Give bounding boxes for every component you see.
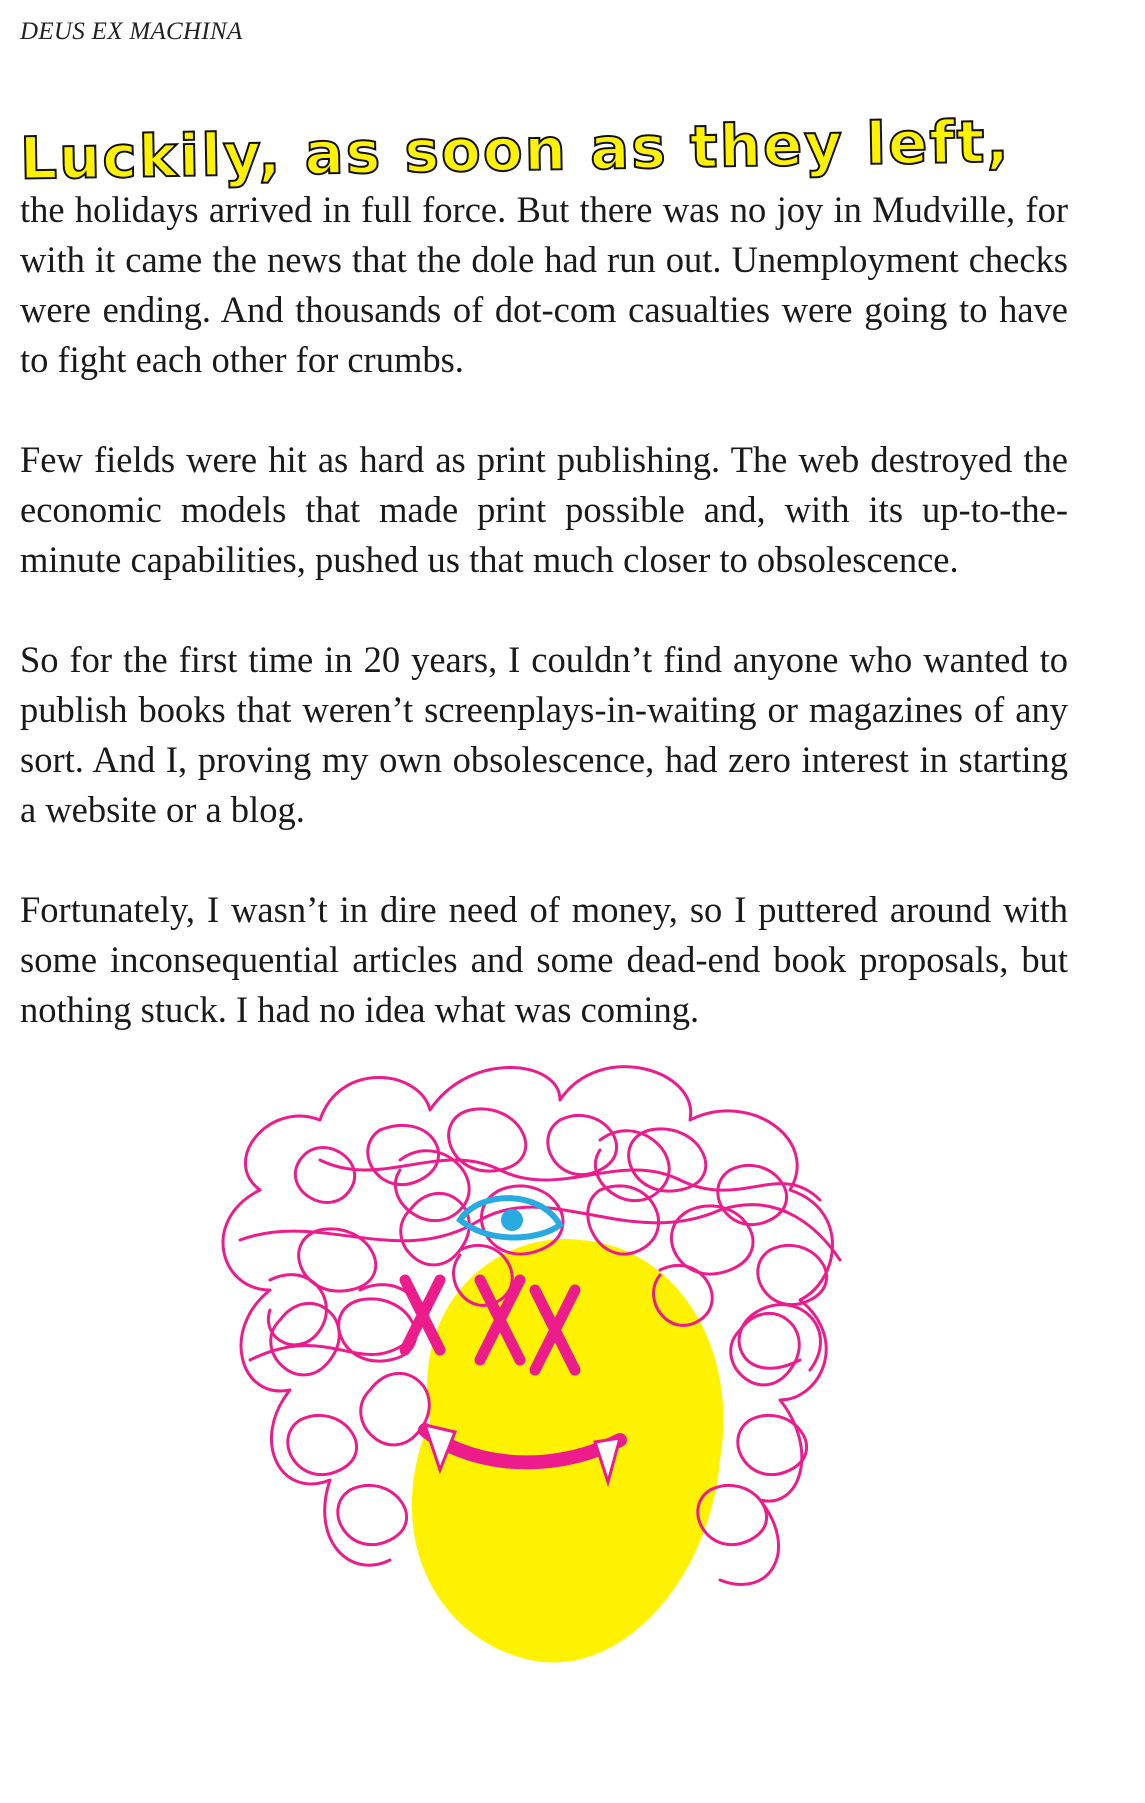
paragraph-4: Fortunately, I wasn’t in dire need of money, so I puttered around with some inconsequential articles and some dead-end book proposals, but nothing stuck. I had no idea what was coming. bbox=[20, 889, 1068, 1030]
paragraph-3: So for the first time in 20 years, I couldn’t find anyone who wanted to publish books that weren’t screenplays-in-waiting or magazines of any sort. And I, proving my own obsolescence, had zero interest in starting a website or a blog. bbox=[20, 639, 1068, 830]
cyclops-eye bbox=[460, 1198, 560, 1237]
handwritten-lead: Luckily, as soon as they left, bbox=[19, 107, 1011, 193]
paragraph-1-text: the holidays arrived in full force. But there was no joy in Mudville, for with it came the news that the dole had run out. Unemployment checks were ending. And thousands of dot-com casualties were going to have to fight each other for crumbs. bbox=[20, 189, 1068, 380]
paragraph-2: Few fields were hit as hard as print publishing. The web destroyed the economic models that made print possible and, with its up-to-the-minute capabilities, pushed us that much closer to obsolescence. bbox=[20, 439, 1068, 580]
paragraph-1 bbox=[19, 107, 1068, 385]
cyclops-face-illustration bbox=[200, 1040, 920, 1740]
article-body bbox=[19, 107, 1068, 1085]
running-head-title: DEUS EX MACHINA bbox=[20, 18, 243, 45]
